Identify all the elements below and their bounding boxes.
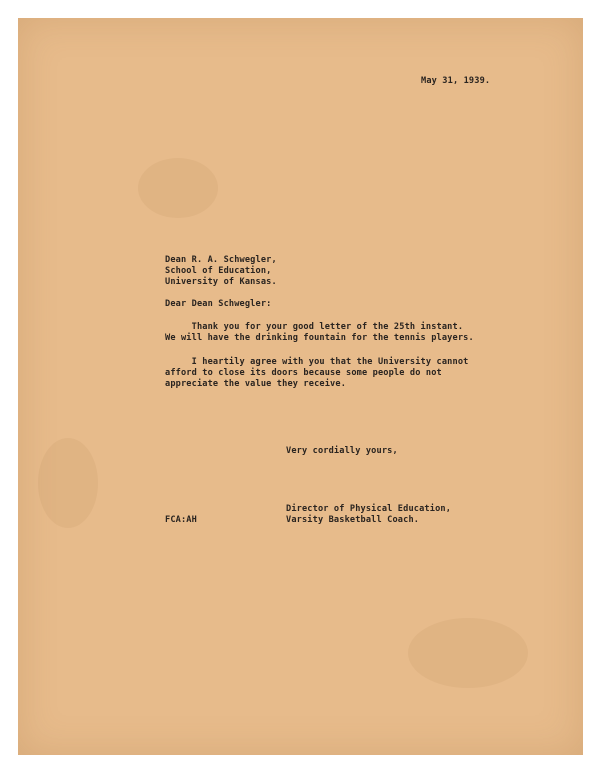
- letter-date: May 31, 1939.: [421, 76, 491, 86]
- recipient-university: University of Kansas.: [165, 277, 277, 287]
- paper-stain: [38, 438, 98, 528]
- letter-page: [18, 18, 583, 755]
- recipient-name: Dean R. A. Schwegler,: [165, 255, 277, 265]
- paragraph-1-line-1: Thank you for your good letter of the 25th instant.: [165, 322, 464, 332]
- typist-initials: FCA:AH: [165, 515, 197, 525]
- signature-title-2: Varsity Basketball Coach.: [286, 515, 420, 525]
- paragraph-1-line-2: We will have the drinking fountain for the tennis players.: [165, 333, 474, 343]
- paragraph-2-line-3: appreciate the value they receive.: [165, 379, 347, 389]
- recipient-school: School of Education,: [165, 266, 272, 276]
- paragraph-2-line-2: afford to close its doors because some people do not: [165, 368, 442, 378]
- salutation: Dear Dean Schwegler:: [165, 299, 272, 309]
- closing: Very cordially yours,: [286, 446, 398, 456]
- paper-stain: [408, 618, 528, 688]
- paper-stain: [138, 158, 218, 218]
- paragraph-2-line-1: I heartily agree with you that the University cannot: [165, 357, 469, 367]
- signature-title-1: Director of Physical Education,: [286, 504, 452, 514]
